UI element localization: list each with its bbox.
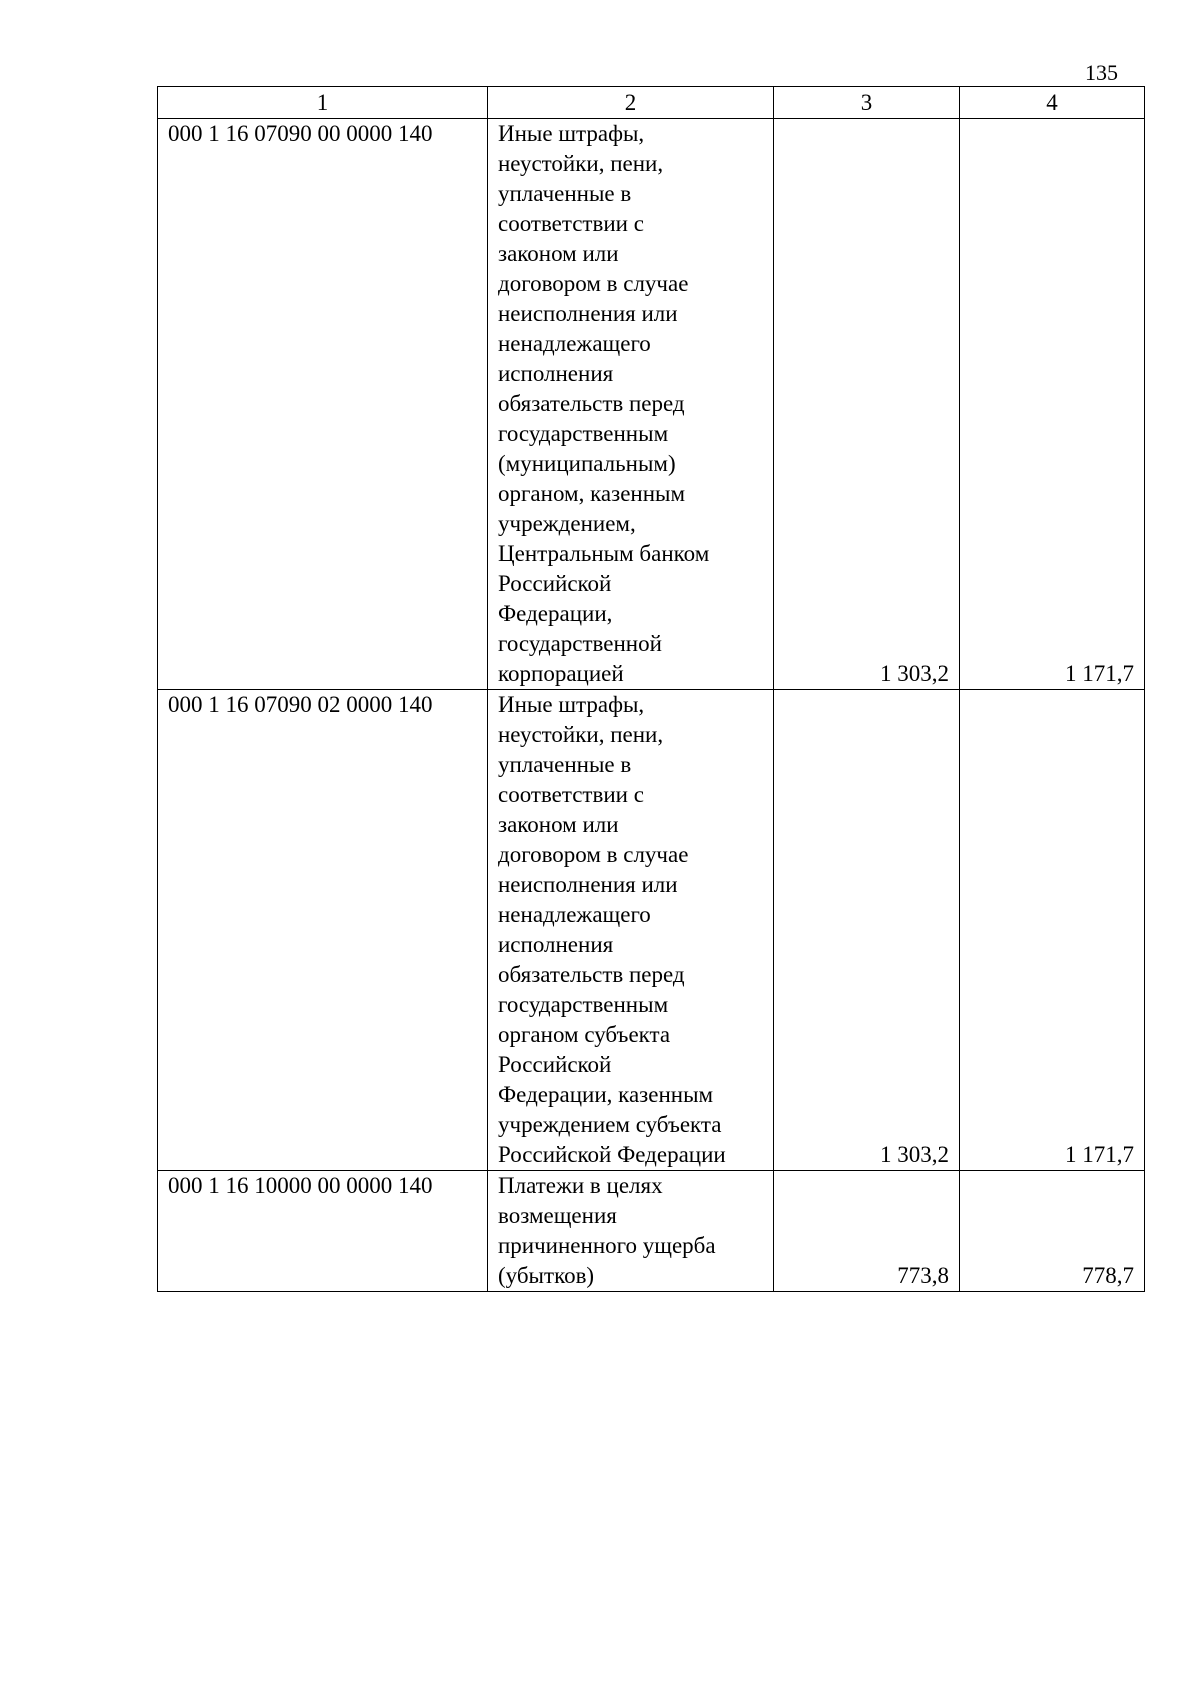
revenue-name-cell — [488, 119, 774, 690]
revenue-name-line: соответствии с — [498, 782, 644, 807]
revenue-name-line: возмещения — [498, 1203, 617, 1228]
budget-revenue-table — [157, 86, 1145, 1292]
revenue-name-cell — [488, 1171, 774, 1292]
budget-code-cell: 000 1 16 07090 02 0000 140 — [158, 690, 488, 1171]
revenue-name-line: неисполнения или — [498, 301, 678, 326]
revenue-name-line: государственным — [498, 992, 669, 1017]
revenue-name-line: Российской — [498, 1052, 612, 1077]
table-row — [158, 119, 1145, 690]
page-number: 135 — [1085, 60, 1118, 85]
revenue-name-cell — [488, 690, 774, 1171]
revenue-name-line: договором в случае — [498, 842, 689, 867]
revenue-name-line: исполнения — [498, 932, 614, 957]
revenue-name-line: неустойки, пени, — [498, 151, 664, 176]
revenue-name-line: учреждением, — [498, 511, 636, 536]
revenue-name-line: договором в случае — [498, 271, 689, 296]
revenue-name-line: Центральным банком — [498, 541, 710, 566]
revenue-name-line: (муниципальным) — [498, 451, 676, 476]
revenue-name-line: корпорацией — [498, 661, 624, 686]
amount-col-3-cell: 1 303,2 — [774, 119, 960, 690]
revenue-name-line: (убытков) — [498, 1263, 595, 1288]
revenue-name-line: обязательств перед — [498, 962, 685, 987]
table-header-row — [158, 87, 1145, 119]
revenue-name-line: органом субъекта — [498, 1022, 671, 1047]
revenue-name-line: Российской — [498, 571, 612, 596]
header-cell-1: 1 — [158, 87, 488, 119]
revenue-name-line: неисполнения или — [498, 872, 678, 897]
amount-col-3-cell: 773,8 — [774, 1171, 960, 1292]
revenue-name-line: учреждением субъекта — [498, 1112, 722, 1137]
revenue-name-line: ненадлежащего — [498, 902, 651, 927]
amount-col-4-cell: 778,7 — [960, 1171, 1145, 1292]
budget-code-cell: 000 1 16 10000 00 0000 140 — [158, 1171, 488, 1292]
revenue-name-line: государственной — [498, 631, 662, 656]
revenue-name-line: исполнения — [498, 361, 614, 386]
revenue-name-line: ненадлежащего — [498, 331, 651, 356]
amount-col-4-cell: 1 171,7 — [960, 119, 1145, 690]
revenue-name-line: Иные штрафы, — [498, 121, 645, 146]
header-cell-4: 4 — [960, 87, 1145, 119]
revenue-name-line: законом или — [498, 812, 619, 837]
budget-code-cell: 000 1 16 07090 00 0000 140 — [158, 119, 488, 690]
amount-col-4-cell: 1 171,7 — [960, 690, 1145, 1171]
revenue-name-line: Федерации, казенным — [498, 1082, 714, 1107]
revenue-name-line: соответствии с — [498, 211, 644, 236]
revenue-name-line: органом, казенным — [498, 481, 686, 506]
revenue-name-line: Российской Федерации — [498, 1142, 726, 1167]
revenue-name-line: Платежи в целях — [498, 1173, 663, 1198]
revenue-name-line: уплаченные в — [498, 181, 632, 206]
revenue-name-line: законом или — [498, 241, 619, 266]
revenue-name-line: обязательств перед — [498, 391, 685, 416]
table-row — [158, 690, 1145, 1171]
header-cell-2: 2 — [488, 87, 774, 119]
revenue-name-line: уплаченные в — [498, 752, 632, 777]
table-body — [158, 87, 1145, 1292]
table-row — [158, 1171, 1145, 1292]
revenue-name-line: причиненного ущерба — [498, 1233, 716, 1258]
revenue-name-line: неустойки, пени, — [498, 722, 664, 747]
header-cell-3: 3 — [774, 87, 960, 119]
amount-col-3-cell: 1 303,2 — [774, 690, 960, 1171]
revenue-name-line: государственным — [498, 421, 669, 446]
revenue-name-line: Иные штрафы, — [498, 692, 645, 717]
revenue-name-line: Федерации, — [498, 601, 613, 626]
